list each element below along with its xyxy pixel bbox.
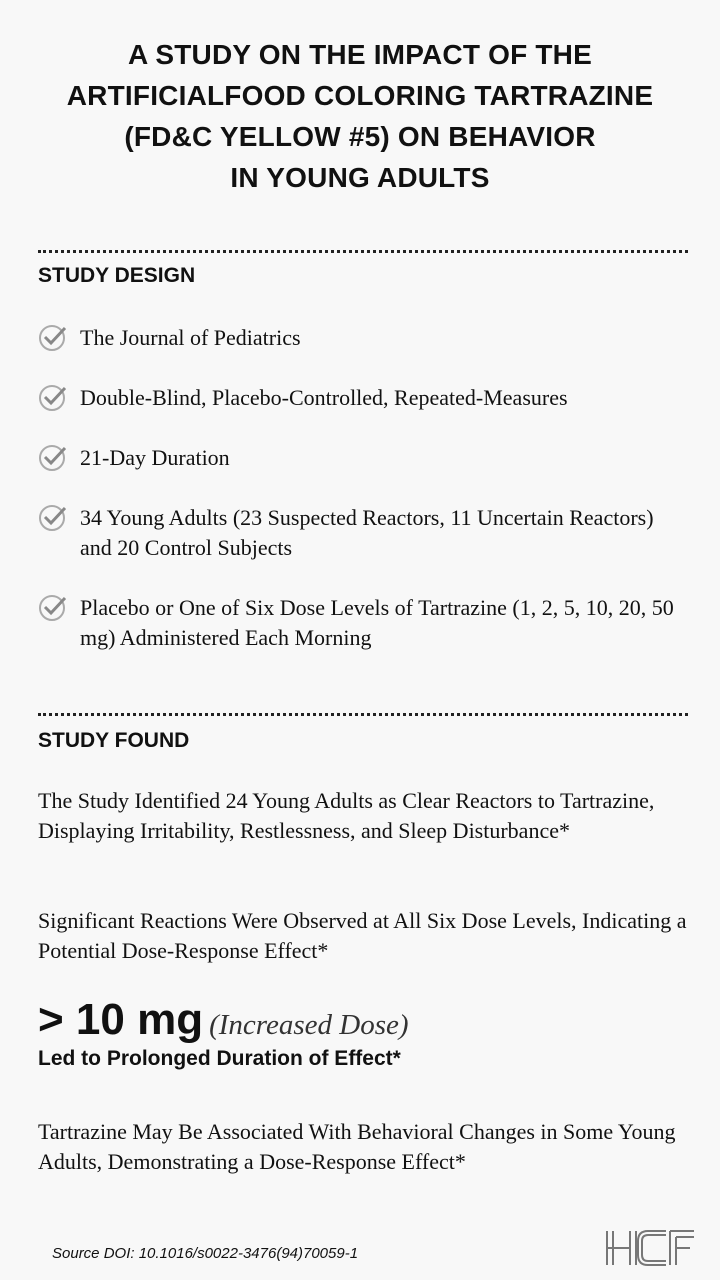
list-item: 34 Young Adults (23 Suspected Reactors, 11 Uncertain Reactors) and 20 Control Subjects [38,503,688,563]
divider [38,250,688,253]
conclusion-paragraph: Tartrazine May Be Associated With Behavioral Changes in Some Young Adults, Demonstrating a Dose-Response Effect* [38,1119,676,1174]
page-title: A STUDY ON THE IMPACT OF THE ARTIFICIALFOOD COLORING TARTRAZINE (FD&C YELLOW #5) ON BEHAVIOR IN YOUNG ADULTS [66,39,654,193]
divider [38,713,688,716]
check-circle-icon [38,592,68,622]
finding-paragraph: The Study Identified 24 Young Adults as Clear Reactors to Tartrazine, Displaying Irritability, Restlessness, and Sleep Disturbance* [38,788,655,843]
check-circle-icon [38,502,68,532]
list-item: Placebo or One of Six Dose Levels of Tartrazine (1, 2, 5, 10, 20, 50 mg) Administered Each Morning [38,593,688,653]
finding-paragraph: Significant Reactions Were Observed at All Six Dose Levels, Indicating a Potential Dose-Response Effect* [38,908,687,963]
study-design-heading: STUDY DESIGN [38,264,196,287]
list-item: Double-Blind, Placebo-Controlled, Repeated-Measures [38,383,688,413]
list-item: 21-Day Duration [38,443,688,473]
source-doi: Source DOI: 10.1016/s0022-3476(94)70059-1 [52,1245,359,1262]
hcf-logo [604,1228,696,1268]
dose-highlight-caption: Led to Prolonged Duration of Effect* [38,1047,401,1070]
dose-highlight: > 10 mg (Increased Dose) [38,995,409,1044]
check-circle-icon [38,322,68,352]
list-item: The Journal of Pediatrics [38,323,688,353]
study-found-heading: STUDY FOUND [38,729,190,752]
check-circle-icon [38,442,68,472]
check-circle-icon [38,382,68,412]
